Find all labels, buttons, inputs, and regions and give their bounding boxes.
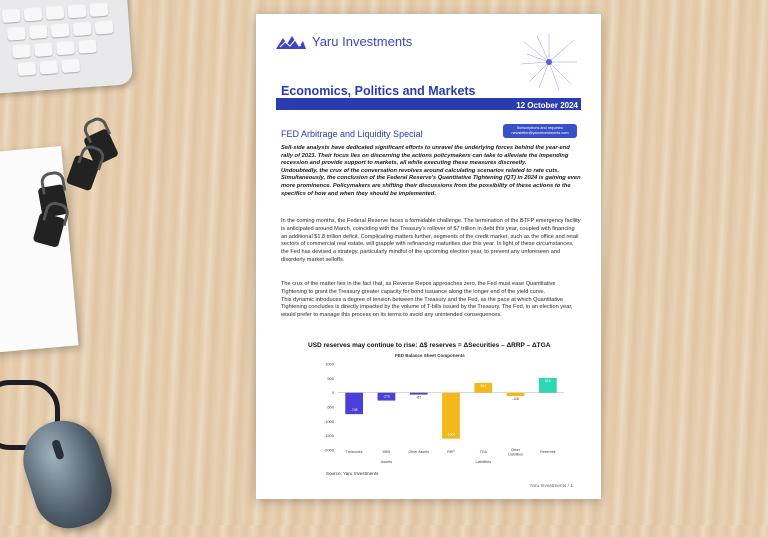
report-page bbox=[256, 14, 601, 499]
body-paragraph bbox=[281, 218, 581, 265]
chart-title: FED Balance Sheet Components bbox=[395, 353, 465, 358]
chart-bar bbox=[410, 393, 428, 395]
binder-clip-icon bbox=[66, 154, 101, 191]
bar-value-label: -67 bbox=[416, 395, 422, 400]
y-tick-label: 1000 bbox=[325, 361, 334, 367]
bar-value-label: -276 bbox=[383, 394, 390, 399]
network-graphic-icon bbox=[519, 32, 579, 92]
reserves-equation: USD reserves may continue to rise: Δ$ reserves = ΔSecurities – ΔRRP – ΔTGA bbox=[308, 342, 551, 349]
x-category-label: Liabilities bbox=[508, 452, 523, 457]
bar-value-label: -118 bbox=[512, 397, 519, 402]
x-category-label: RRP bbox=[447, 450, 455, 454]
body-paragraph-text: The crux of the matter lies in the fact that, as Reverse Repos approaches zero, the Fed must ease Quantitative Tightening to grant the Treasury greater capacity for bond issuance along the longer end of the yield curve. bbox=[281, 281, 556, 295]
y-tick-label: 0 bbox=[331, 390, 334, 396]
y-tick-label: -500 bbox=[325, 404, 334, 410]
y-tick-label: -1000 bbox=[323, 418, 334, 424]
bar-value-label: -748 bbox=[350, 408, 358, 413]
bar-value-label: 515 bbox=[545, 378, 551, 383]
x-category-label: TGA bbox=[479, 450, 487, 454]
date-bar bbox=[276, 102, 581, 110]
chart-bar bbox=[507, 393, 525, 396]
x-category-label: Other Assets bbox=[408, 450, 430, 454]
page-footer: Yaru Investments / 1 bbox=[529, 484, 573, 489]
subscribe-email-link[interactable]: newsletter@yaruinvestments.com bbox=[511, 131, 569, 135]
subscribe-label: Subscriptions and requests: bbox=[516, 126, 564, 130]
publication-title: Economics, Politics and Markets bbox=[281, 84, 476, 98]
group-label: Assets bbox=[380, 460, 393, 464]
x-category-label: Other bbox=[511, 448, 521, 452]
x-category-label: MBS bbox=[382, 450, 391, 454]
brand-name: Yaru Investments bbox=[312, 34, 413, 49]
x-category-label: Treasuries bbox=[345, 450, 363, 454]
group-label: Liabilities bbox=[475, 460, 492, 464]
balance-sheet-chart bbox=[316, 360, 566, 470]
brand-header bbox=[276, 34, 412, 49]
report-date: 12 October 2024 bbox=[516, 101, 578, 110]
abstract-paragraph: Undoubtedly, the crux of the conversation revolves around calculating scenarios related to rate cuts. Simultaneously, the conclusion of the Federal Reserve's Quantitative Tightening (QT) in 2024 is gaining even more prominence. Policymakers are shifting their discussions from the possibility of these actions to the specifics of how and when they should be implemented. bbox=[281, 167, 581, 197]
x-category-label: Reserves bbox=[540, 450, 556, 454]
y-tick-label: -1500 bbox=[323, 433, 334, 439]
brand-logo-icon bbox=[276, 35, 306, 49]
abstract bbox=[281, 145, 581, 198]
subscribe-box[interactable] bbox=[503, 124, 577, 138]
body-paragraph bbox=[281, 281, 581, 320]
bar-value-label: -1604 bbox=[446, 432, 456, 437]
y-tick-label: -2000 bbox=[323, 447, 334, 453]
report-special-title: FED Arbitrage and Liquidity Special bbox=[281, 129, 423, 139]
keyboard-decoration bbox=[0, 0, 133, 94]
bar-value-label: 344 bbox=[480, 383, 487, 388]
chart-source: Source: Yaru Investments bbox=[326, 471, 379, 476]
body-paragraph-text: This dynamic introduces a degree of tension between the Treasury and the Fed, as the pace at which Quantitative Tightening concludes is directly impacted by the volume of T-bills issued by the Treasury. The Fed, in an election year, would prefer to manage this process on its terms to avoid any unintended consequences. bbox=[281, 296, 573, 319]
y-tick-label: 500 bbox=[327, 375, 334, 381]
body-paragraph-text: In the coming months, the Federal Reserve faces a formidable challenge. The termination of the BTFP emergency facility is anticipated around March, coinciding with the Treasury's rollover of $7 trillion in debt this year, coupled with financing an additional $1.8 trillion deficit. Complicating matters further, segments of the credit market, such as the office and retail sectors of commercial real estate, will grapple with refinancing maturities due this year. In light of these circumstances, the Fed has devised a strategy, particularly mindful of the upcoming election year, to prevent any unforeseen and disorderly market selloffs. bbox=[281, 218, 581, 263]
abstract-paragraph: Sell-side analysts have dedicated significant efforts to unravel the underlying forces behind the year-end rally of 2023. Their focus lies on discerning the actions policymakers can take to alleviate the impending recession and provide support to markets, all while executing these measures discreetly. bbox=[281, 145, 570, 167]
